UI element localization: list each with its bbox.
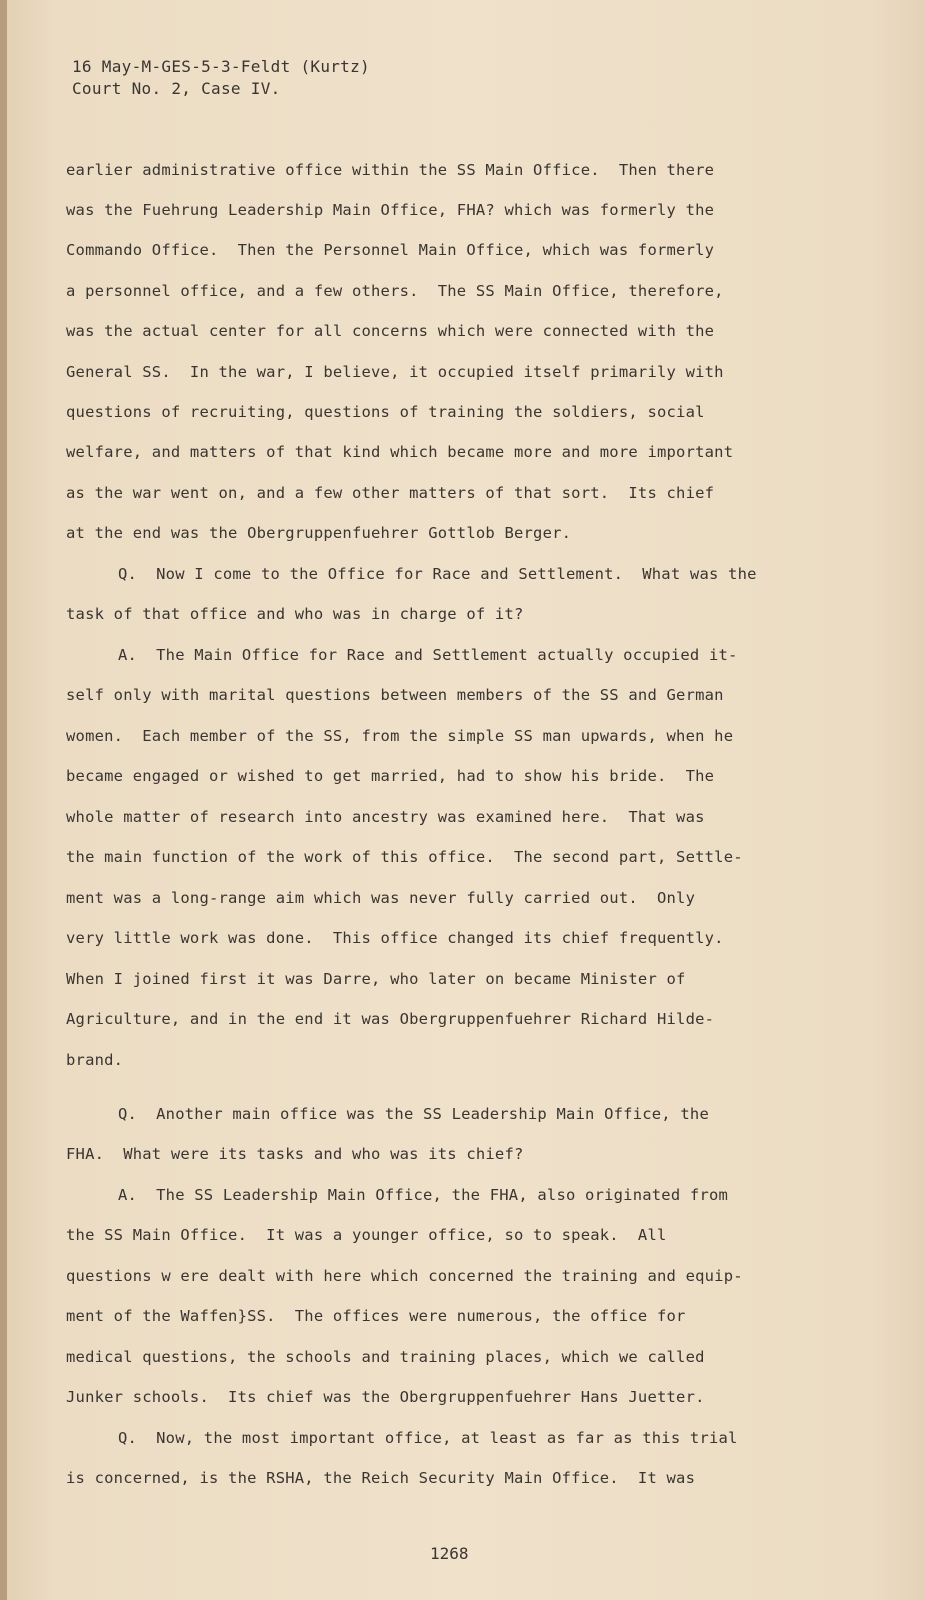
- text-line: women. Each member of the SS, from the simple SS man upwards, when he: [66, 727, 734, 745]
- text-line: FHA. What were its tasks and who was its chief?: [66, 1145, 524, 1163]
- text-line: became engaged or wished to get married, had to show his bride. The: [66, 767, 715, 785]
- text-line: very little work was done. This office changed its chief frequently.: [66, 929, 724, 947]
- text-line: Q. Now, the most important office, at least as far as this trial: [118, 1429, 738, 1447]
- text-line: Q. Another main office was the SS Leadership Main Office, the: [118, 1105, 709, 1123]
- text-line: whole matter of research into ancestry was examined here. That was: [66, 808, 705, 826]
- text-line: self only with marital questions between members of the SS and German: [66, 686, 724, 704]
- page-number: 1268: [430, 1544, 469, 1563]
- text-line: When I joined first it was Darre, who later on became Minister of: [66, 970, 686, 988]
- text-line: earlier administrative office within the SS Main Office. Then there: [66, 161, 715, 179]
- text-line: ment of the Waffen}SS. The offices were numerous, the office for: [66, 1307, 686, 1325]
- header-court-info: Court No. 2, Case IV.: [72, 79, 281, 98]
- text-line: at the end was the Obergruppenfuehrer Gottlob Berger.: [66, 524, 572, 542]
- text-line: was the actual center for all concerns which were connected with the: [66, 322, 715, 340]
- text-line: welfare, and matters of that kind which became more and more important: [66, 443, 734, 461]
- text-line: questions of recruiting, questions of training the soldiers, social: [66, 403, 705, 421]
- text-line: the main function of the work of this office. The second part, Settle-: [66, 848, 743, 866]
- header-case-reference: 16 May-M-GES-5-3-Feldt (Kurtz): [72, 57, 370, 76]
- text-line: General SS. In the war, I believe, it occupied itself primarily with: [66, 363, 724, 381]
- text-line: a personnel office, and a few others. The SS Main Office, therefore,: [66, 282, 724, 300]
- text-line: is concerned, is the RSHA, the Reich Security Main Office. It was: [66, 1469, 696, 1487]
- text-line: the SS Main Office. It was a younger office, so to speak. All: [66, 1226, 667, 1244]
- text-line: Agriculture, and in the end it was Obergruppenfuehrer Richard Hilde-: [66, 1010, 715, 1028]
- text-line: ment was a long-range aim which was never fully carried out. Only: [66, 889, 696, 907]
- document-header: [72, 56, 370, 100]
- text-line: medical questions, the schools and training places, which we called: [66, 1348, 705, 1366]
- text-line: questions w ere dealt with here which concerned the training and equip-: [66, 1267, 743, 1285]
- text-line: Q. Now I come to the Office for Race and Settlement. What was the: [118, 565, 757, 583]
- text-line: A. The Main Office for Race and Settlement actually occupied it-: [118, 646, 738, 664]
- text-line: Commando Office. Then the Personnel Main Office, which was formerly: [66, 241, 715, 259]
- text-line: Junker schools. Its chief was the Obergruppenfuehrer Hans Juetter.: [66, 1388, 705, 1406]
- text-line: was the Fuehrung Leadership Main Office, FHA? which was formerly the: [66, 201, 715, 219]
- page-edge: [0, 0, 7, 1600]
- text-line: task of that office and who was in charge of it?: [66, 605, 524, 623]
- text-line: A. The SS Leadership Main Office, the FHA, also originated from: [118, 1186, 729, 1204]
- text-line: as the war went on, and a few other matters of that sort. Its chief: [66, 484, 715, 502]
- text-line: brand.: [66, 1051, 124, 1069]
